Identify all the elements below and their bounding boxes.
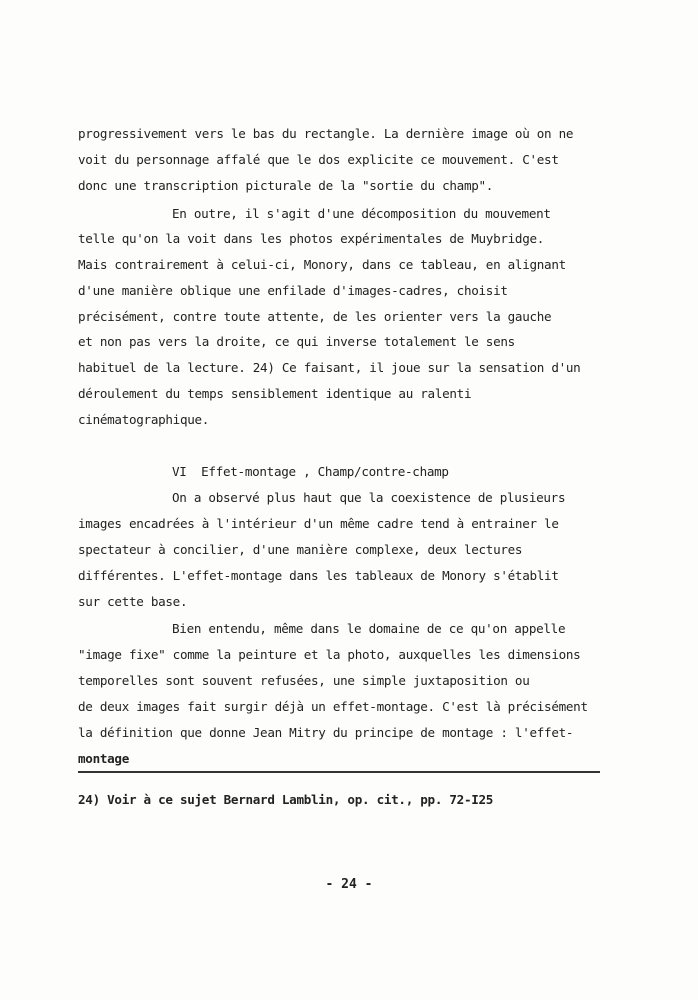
text-line: Bien entendu, même dans le domaine de ce qu'on appelle (172, 621, 566, 636)
text-line: déroulement du temps sensiblement identique au ralenti (78, 386, 472, 401)
footnote-divider (78, 771, 600, 773)
text-line: et non pas vers la droite, ce qui inverse totalement le sens (78, 334, 515, 349)
text-line: montage (78, 751, 129, 766)
text-line: habituel de la lecture. 24) Ce faisant, il joue sur la sensation d'un (78, 360, 581, 375)
text-line: En outre, il s'agit d'une décomposition du mouvement (172, 206, 551, 221)
text-line: On a observé plus haut que la coexistence de plusieurs (172, 490, 566, 505)
text-line: progressivement vers le bas du rectangle. La dernière image où on ne (78, 126, 574, 141)
text-line: spectateur à concilier, d'une manière complexe, deux lectures (78, 542, 523, 557)
text-line: la définition que donne Jean Mitry du principe de montage : l'effet- (78, 725, 574, 740)
text-line: images encadrées à l'intérieur d'un même cadre tend à entrainer le (78, 516, 559, 531)
text-line: différentes. L'effet-montage dans les tableaux de Monory s'établit (78, 568, 559, 583)
text-line: cinématographique. (78, 412, 210, 427)
text-line: de deux images fait surgir déjà un effet-montage. C'est là précisément (78, 699, 588, 714)
section-heading: VI Effet-montage , Champ/contre-champ (172, 464, 449, 479)
page-number: - 24 - (325, 877, 373, 892)
text-line: voit du personnage affalé que le dos explicite ce mouvement. C'est (78, 152, 559, 167)
text-line: telle qu'on la voit dans les photos expérimentales de Muybridge. (78, 231, 545, 246)
text-line: d'une manière oblique une enfilade d'images-cadres, choisit (78, 283, 508, 298)
text-line: Mais contrairement à celui-ci, Monory, dans ce tableau, en alignant (78, 257, 566, 272)
footnote: 24) Voir à ce sujet Bernard Lamblin, op. cit., pp. 72-I25 (78, 792, 494, 807)
text-line: donc une transcription picturale de la "sortie du champ". (78, 178, 494, 193)
text-line: "image fixe" comme la peinture et la photo, auxquelles les dimensions (78, 647, 581, 662)
text-line: sur cette base. (78, 594, 188, 609)
text-line: précisément, contre toute attente, de les orienter vers la gauche (78, 309, 552, 324)
text-line: temporelles sont souvent refusées, une simple juxtaposition ou (78, 673, 530, 688)
